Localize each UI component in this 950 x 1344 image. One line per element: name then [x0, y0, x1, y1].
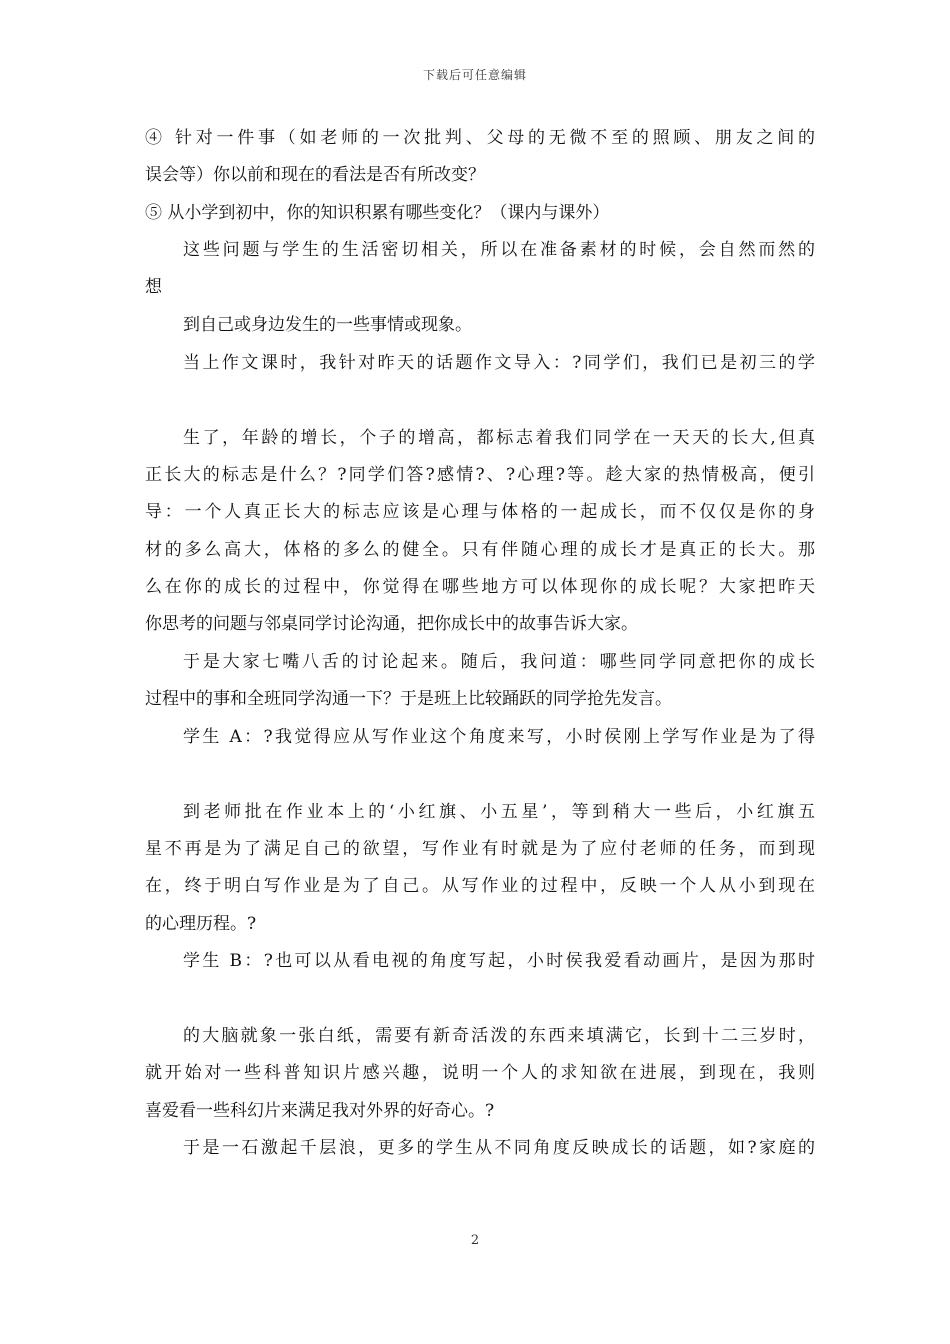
text-line: 当上作文课时，我针对昨天的话题作文导入：?同学们，我们已是初三的学: [183, 353, 815, 373]
text-line: 学生 A：?我觉得应从写作业这个角度来写，小时侯刚上学写作业是为了得: [183, 727, 815, 747]
text-line: 于是大家七嘴八舌的讨论起来。随后，我问道：哪些同学同意把你的成长: [183, 652, 815, 672]
text-line: ④ 针对一件事（如老师的一次批判、父母的无微不至的照顾、朋友之间的: [145, 128, 815, 148]
text-line: 就开始对一些科普知识片感兴趣，说明一个人的求知欲在进展，到现在，我则: [145, 1063, 815, 1083]
text-line: 生了，年龄的增长，个子的增高，都标志着我们同学在一天天的长大,但真: [183, 428, 815, 448]
page-number: 2: [470, 1233, 480, 1248]
text-line: 这些问题与学生的生活密切相关，所以在准备素材的时候，会自然而然的: [183, 240, 815, 260]
text-line: 在，终于明白写作业是为了自己。从写作业的过程中，反映一个人从小到现在: [145, 876, 815, 896]
text-line: 的大脑就象一张白纸，需要有新奇活泼的东西来填满它，长到十二三岁时，: [183, 1026, 815, 1046]
text-line: 星不再是为了满足自己的欲望，写作业有时就是为了应付老师的任务，而到现: [145, 839, 815, 859]
text-line: 么在你的成长的过程中，你觉得在哪些地方可以体现你的成长呢？大家把昨天: [145, 577, 815, 597]
text-line: 喜爱看一些科幻片来满足我对外界的好奇心。?: [145, 1101, 495, 1121]
text-line: 学生 B：?也可以从看电视的角度写起，小时侯我爱看动画片，是因为那时: [183, 951, 815, 971]
text-line: 你思考的问题与邻桌同学讨论沟通，把你成长中的故事告诉大家。: [145, 614, 638, 634]
text-line: 到老师批在作业本上的‘小红旗、小五星’，等到稍大一些后，小红旗五: [183, 802, 815, 822]
text-line: ⑤ 从小学到初中，你的知识积累有哪些变化？（课内与课外）: [145, 203, 610, 223]
text-line: 想: [145, 277, 162, 297]
text-line: 正长大的标志是什么？?同学们答?感情?、?心理?等。趁大家的热情极高，便引: [145, 465, 815, 485]
text-line: 到自己或身边发生的一些事情或现象。: [183, 315, 472, 335]
text-line: 误会等）你以前和现在的看法是否有所改变？: [145, 165, 485, 185]
page-header: 下载后可任意编辑: [422, 68, 527, 82]
text-line: 过程中的事和全班同学沟通一下？于是班上比较踊跃的同学抢先发言。: [145, 689, 672, 709]
text-line: 的心理历程。?: [145, 914, 257, 934]
text-line: 材的多么高大，体格的多么的健全。只有伴随心理的成长才是真正的长大。那: [145, 540, 815, 560]
text-line: 于是一石激起千层浪，更多的学生从不同角度反映成长的话题，如?家庭的: [183, 1138, 815, 1158]
text-line: 导：一个人真正长大的标志应该是心理与体格的一起成长，而不仅仅是你的身: [145, 502, 815, 522]
